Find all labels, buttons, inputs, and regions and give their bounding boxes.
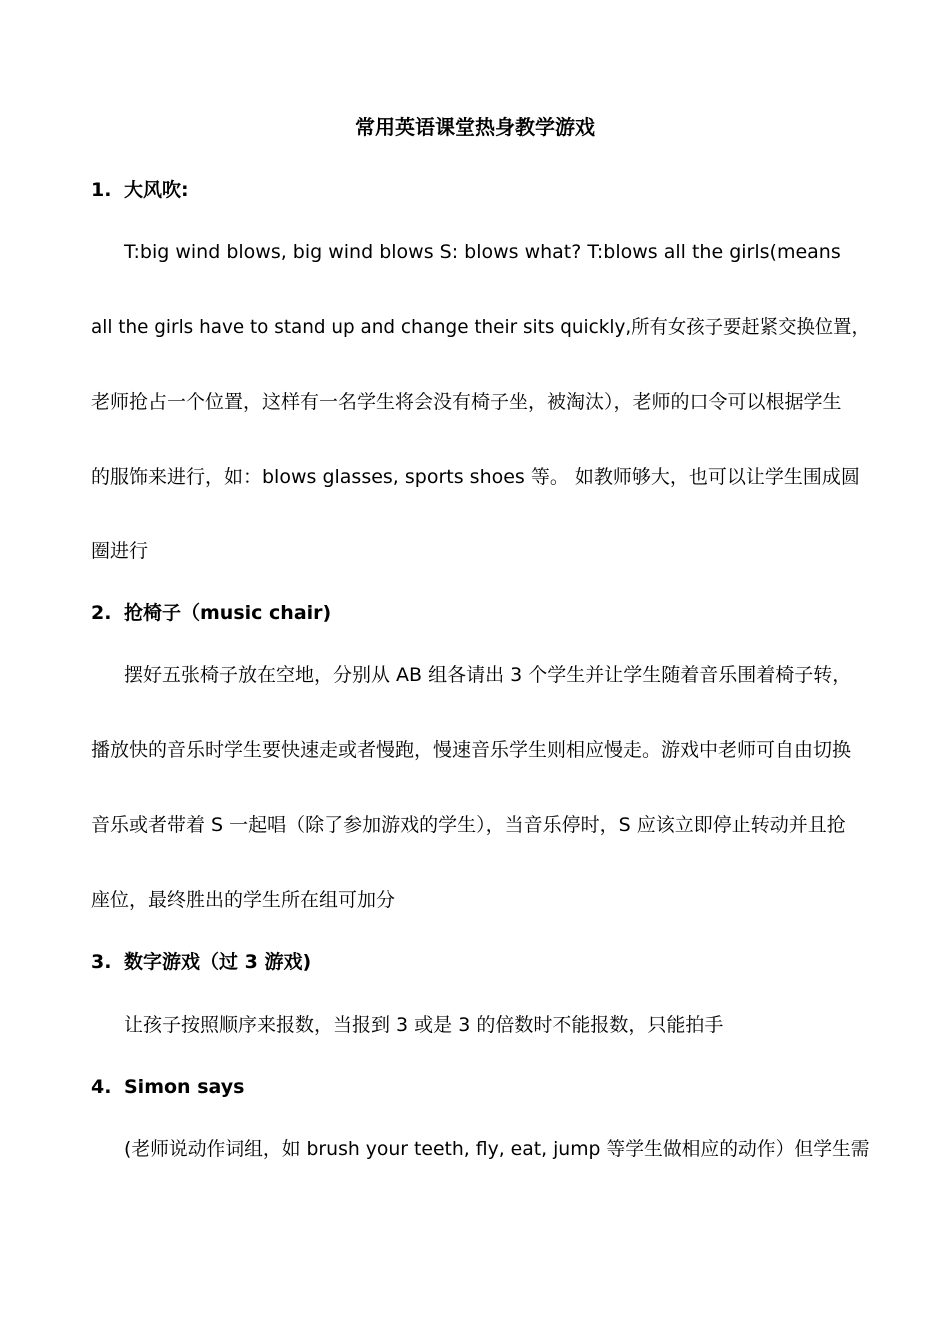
section-4-title: Simon says bbox=[124, 1076, 245, 1098]
section-1-line-1: T:big wind blows, big wind blows S: blows what? T:blows all the girls(means bbox=[124, 241, 841, 263]
section-1-title: 大风吹: bbox=[124, 179, 189, 201]
section-3-line-1: 让孩子按照顺序来报数，当报到 3 或是 3 的倍数时不能报数，只能拍手 bbox=[124, 1014, 724, 1036]
section-1-line-4: 的服饰来进行，如：blows glasses, sports shoes 等。 如教师够大，也可以让学生围成圆 bbox=[91, 466, 860, 488]
section-3-title: 数字游戏（过 3 游戏) bbox=[124, 951, 312, 973]
section-4-heading bbox=[91, 1072, 244, 1102]
section-1-number: 1. bbox=[91, 179, 112, 201]
section-3-heading bbox=[91, 947, 311, 977]
section-2-line-3: 音乐或者带着 S 一起唱（除了参加游戏的学生），当音乐停时，S 应该立即停止转动并且抢 bbox=[91, 814, 846, 836]
section-1-line-5: 圈进行 bbox=[91, 540, 149, 562]
document-title: 常用英语课堂热身教学游戏 bbox=[355, 115, 595, 139]
section-2-line-2: 播放快的音乐时学生要快速走或者慢跑，慢速音乐学生则相应慢走。游戏中老师可自由切换 bbox=[91, 739, 852, 761]
section-2-title: 抢椅子（music chair) bbox=[124, 602, 332, 624]
section-2-heading bbox=[91, 598, 331, 628]
section-1-line-2: all the girls have to stand up and change their sits quickly,所有女孩子要赶紧交换位置， bbox=[91, 316, 870, 338]
section-1-line-3: 老师抢占一个位置，这样有一名学生将会没有椅子坐，被淘汰），老师的口令可以根据学生 bbox=[91, 391, 842, 413]
section-2-line-1: 摆好五张椅子放在空地，分别从 AB 组各请出 3 个学生并让学生随着音乐围着椅子转， bbox=[124, 664, 852, 686]
section-4-number: 4. bbox=[91, 1076, 112, 1098]
section-4-line-1: (老师说动作词组，如 brush your teeth, fly, eat, jump 等学生做相应的动作）但学生需 bbox=[124, 1138, 870, 1160]
section-2-number: 2. bbox=[91, 602, 112, 624]
section-3-number: 3. bbox=[91, 951, 112, 973]
section-2-line-4: 座位，最终胜出的学生所在组可加分 bbox=[91, 889, 396, 911]
section-1-heading bbox=[91, 175, 189, 205]
